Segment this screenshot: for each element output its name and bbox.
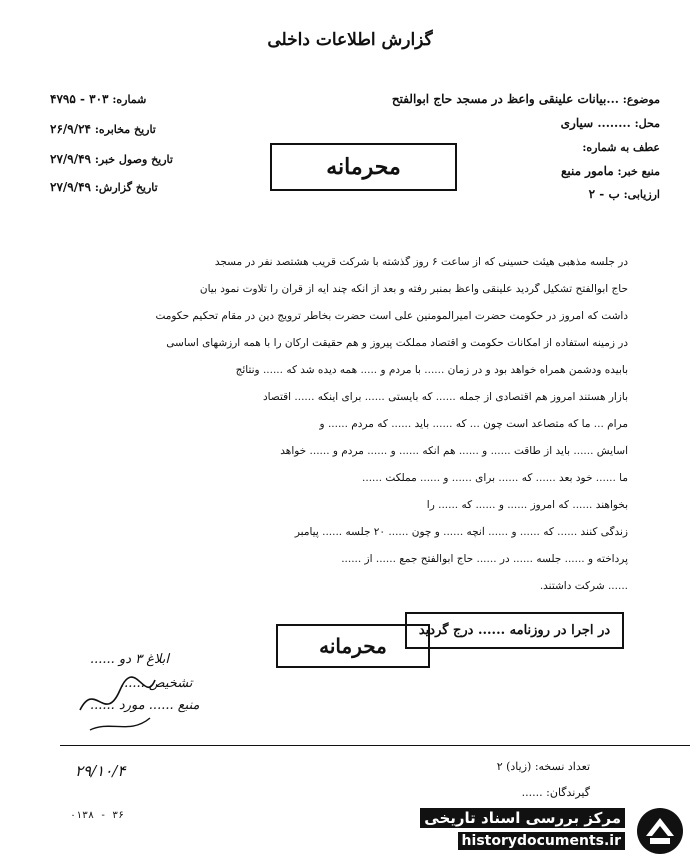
body-line: در جلسه مذهبی هیئت حسینی که از ساعت ۶ روز گذشته با شرکت قریب هشتصد نفر در مسجد xyxy=(214,256,628,268)
distribution-stamp: در اجرا در روزنامه ...... درج گردید xyxy=(405,612,624,649)
handwritten-note: منبع ...... مورد ...... xyxy=(90,698,200,713)
field-report-date: تاریخ گزارش: ۲۷/۹/۴۹ xyxy=(50,180,158,194)
body-line: ...... شرکت داشتند. xyxy=(539,580,628,592)
archive-logo-icon xyxy=(634,806,686,856)
body-line: مرام ... ما که متصاعد است چون ... که ...... باید ...... که مردم ...... و xyxy=(319,418,628,430)
watermark-text-fa: مرکز بررسی اسناد تاریخی xyxy=(420,808,625,828)
handwritten-note: ابلاغ ۳ دو ...... xyxy=(90,652,170,667)
field-copies: تعداد نسخه: (زیاد) ۲ xyxy=(496,760,590,773)
body-line: حاج ابوالفتح تشکیل گردید علینقی واعظ بمنبر رفته و بعد از آنکه چند آیه از قرآن را تلاوت نمود بیان xyxy=(199,283,628,295)
handwritten-note: تشخیص ...... xyxy=(120,676,193,691)
handwritten-date: ۲۹/۱۰/۴ xyxy=(75,762,126,780)
classification-stamp-secondary: محرمانه xyxy=(276,624,430,668)
watermark-text-en: historydocuments.ir xyxy=(458,832,625,850)
field-subject: موضوع: ...بیانات علینقی واعظ در مسجد حاج ابوالفتح xyxy=(391,92,660,106)
body-line: بابیده ودشمن همراه خواهد بود و در زمان ...... با مردم و ..... همه دیده شد که ...... ونتائج xyxy=(235,364,628,376)
field-transmission-date: تاریخ مخابره: ۲۶/۹/۲۴ xyxy=(50,122,156,136)
field-source: منبع خبر: مامور منبع xyxy=(560,164,660,178)
divider xyxy=(60,745,690,746)
archive-code: ۰۱۳۸ - ۳۶ xyxy=(70,810,125,821)
body-line: بازار هستند امروز هم اقتصادی از جمله ...... که بایستی ...... برای اینکه ...... اقتصاد xyxy=(262,391,628,403)
archive-watermark xyxy=(410,802,690,858)
body-line: ما ...... خود بعد ...... که ...... برای ...... و ...... مملکت ...... xyxy=(362,472,628,484)
field-reference: عطف به شماره: xyxy=(582,141,660,154)
body-line: در زمینه استفاده از امکانات حکومت و اقتصاد مملکت پیروز و هم حقیقت ارکان را با همه ارزشهای اساسی xyxy=(166,337,628,349)
body-line: آسایش ...... باید از طاقت ...... و ...... هم آنکه ...... و ...... مردم و ...... خواهد xyxy=(280,445,628,457)
body-line: بخواهند ...... که امروز ...... و ...... که ...... را xyxy=(426,499,628,511)
field-number: شماره: ۳۰۳ - ۴۷۹۵ xyxy=(50,92,147,106)
body-line: پرداخته و ...... جلسه ...... در ...... حاج ابوالفتح جمع ...... از ...... xyxy=(341,553,628,565)
field-evaluation: ارزیابی: ب - ۲ xyxy=(588,187,660,201)
body-line: داشت که امروز در حکومت حضرت امیرالمومنین علی است حضرت بخاطر ترویج دین در مقام تحکیم حکومت xyxy=(155,310,628,322)
handwriting-scribble-icon xyxy=(60,650,260,740)
body-line: زندگی کنند ...... که ...... و ...... آنچه ...... و چون ...... ۲۰ جلسه ...... پیامبر xyxy=(294,526,628,538)
classification-stamp: محرمانه xyxy=(270,143,457,191)
document-title: گزارش اطلاعات داخلی xyxy=(267,30,433,50)
field-recipients: گیرندگان: ...... xyxy=(521,786,590,799)
field-location: محل: ........ سیاری xyxy=(560,116,660,130)
field-received-date: تاریخ وصول خبر: ۲۷/۹/۴۹ xyxy=(50,152,173,166)
